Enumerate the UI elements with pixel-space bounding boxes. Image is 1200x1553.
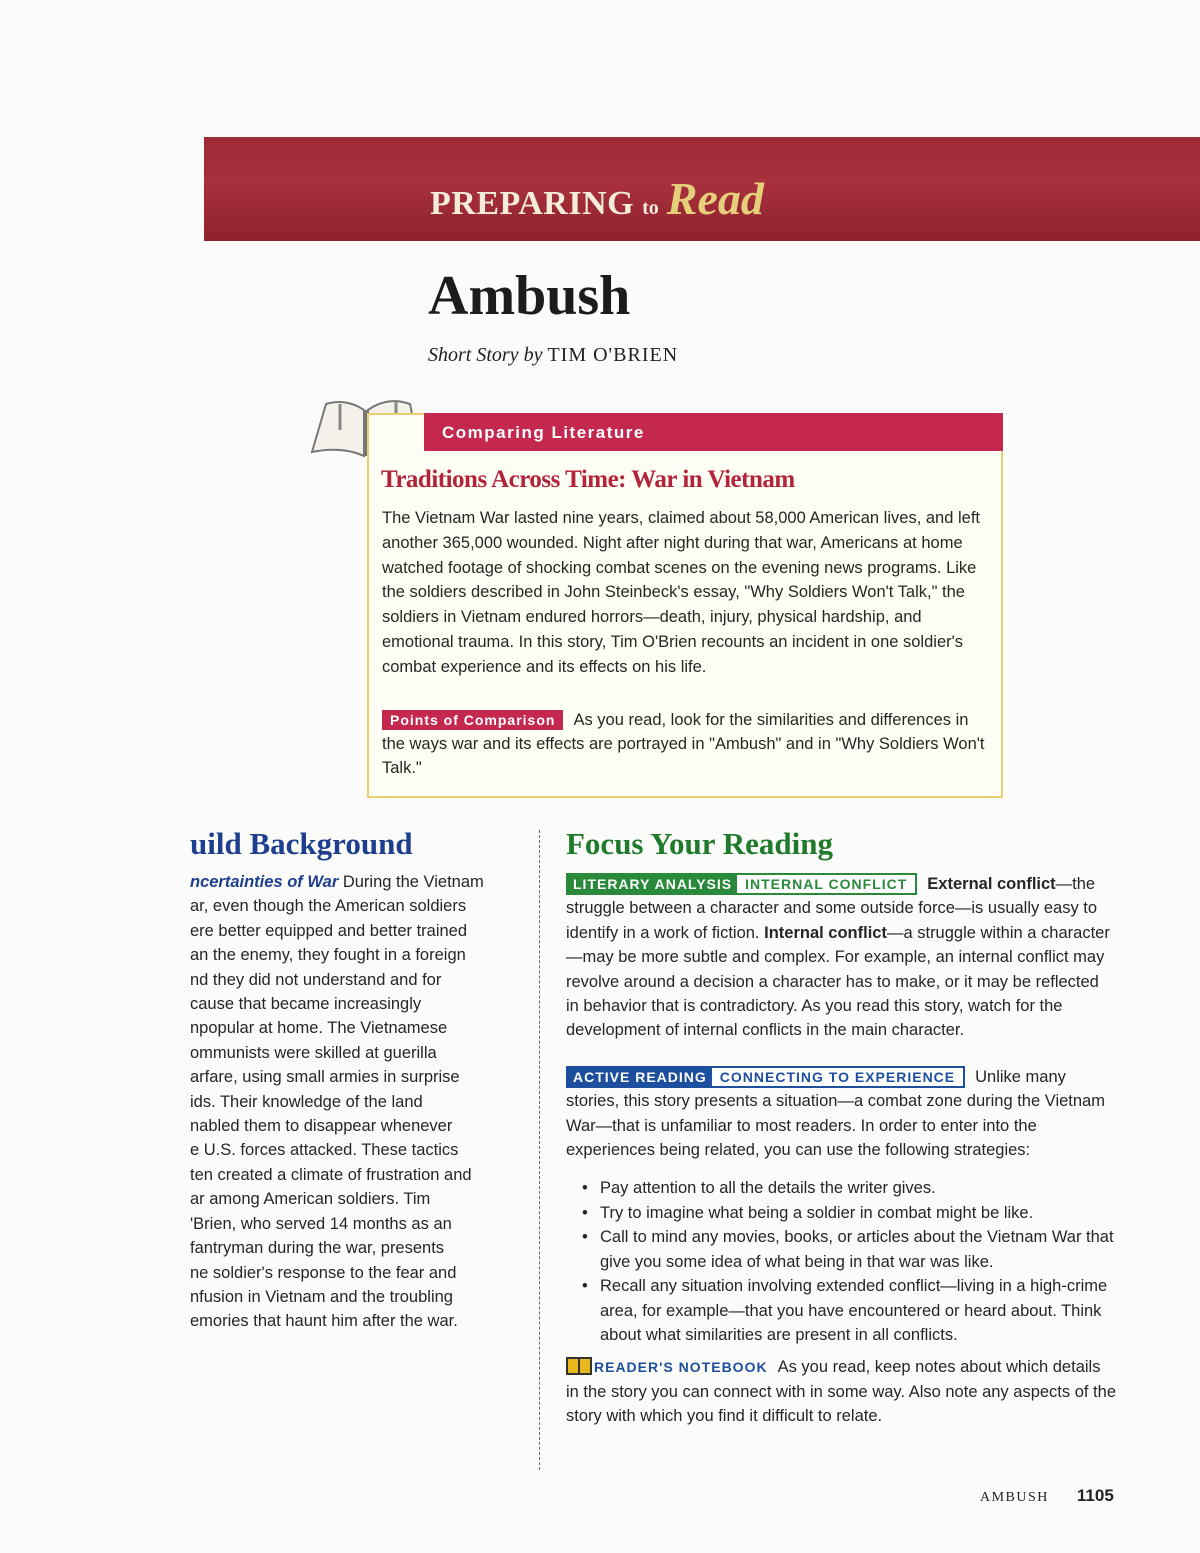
points-of-comparison-tag: Points of Comparison [382, 710, 563, 730]
term-internal-conflict: Internal conflict [764, 923, 887, 942]
comparing-literature-label: Comparing Literature [442, 423, 645, 442]
bg-line: ar among American soldiers. Tim [190, 1190, 431, 1209]
footer-story-title: AMBUSH [980, 1490, 1049, 1505]
banner-title [430, 172, 764, 225]
comparing-literature-header [424, 413, 1003, 451]
literary-analysis-paragraph: LITERARY ANALYSIS INTERNAL CONFLICT External conflict—the struggle between a character and some outside force—is usually easy to identify in a work of fiction. Internal conflict—a struggle within a character—may be more subtle and complex. For example, an internal conflict may revolve around a decision a character has to make, or it may be reflected in behavior that is contradictory. As you read this story, watch for the development of internal conflicts in the main character. [566, 875, 1110, 1040]
list-item: • Try to imagine what being a soldier in combat might be like. [596, 1201, 1116, 1225]
active-reading-paragraph: ACTIVE READING CONNECTING TO EXPERIENCE Unlike many stories, this story presents a situation—a combat zone during the Vietnam War—that is unfamiliar to most readers. In order to enter into the experiences being related, you can use the following strategies: [566, 1067, 1105, 1160]
bg-line: ncertainties of War During the Vietnam [190, 873, 484, 891]
banner-to: to [642, 197, 659, 219]
bg-line: an the enemy, they fought in a foreign [190, 946, 466, 965]
readers-notebook: READER'S NOTEBOOK As you read, keep notes about which details in the story you can connect with in some way. Also note any aspects of the story with which you find it difficult to relate. [566, 1358, 1116, 1426]
bg-subheading: ncertainties of War [190, 873, 339, 891]
page-number: 1105 [1076, 1486, 1114, 1505]
build-background-text [190, 870, 530, 1334]
literary-analysis-topic: INTERNAL CONFLICT [737, 875, 915, 893]
notebook-icon [566, 1357, 592, 1375]
bg-line: emories that haunt him after the war. [190, 1312, 458, 1331]
list-item: • Recall any situation involving extended conflict—living in a high-crime area, for example—that you have encountered or heard about. Think about what similarities are present in all conflicts. [596, 1274, 1116, 1347]
points-of-comparison [382, 708, 994, 780]
bg-line: arfare, using small armies in surprise [190, 1068, 460, 1087]
bg-line: nabled them to disappear whenever [190, 1117, 453, 1136]
page-title: Ambush [428, 265, 631, 327]
bg-line: 'Brien, who served 14 months as an [190, 1214, 452, 1233]
strategies-list [566, 1176, 1116, 1347]
bg-line: cause that became increasingly [190, 995, 422, 1014]
literary-analysis-label: LITERARY ANALYSIS [568, 875, 737, 893]
active-reading-topic: CONNECTING TO EXPERIENCE [712, 1068, 963, 1086]
build-background-heading: uild Background [190, 826, 413, 861]
active-reading-tag [566, 1066, 965, 1088]
term-external-conflict: External conflict [927, 875, 1056, 893]
build-background-column [190, 826, 530, 1334]
page-footer [980, 1486, 1114, 1506]
points-of-comparison-text: As you read, look for the similarities and differences in the ways war and its effects are portrayed in "Ambush" and in "Why Soldiers Won't Talk." [382, 711, 985, 777]
bg-line: ten created a climate of frustration and [190, 1165, 472, 1184]
active-reading-label: ACTIVE READING [568, 1068, 712, 1086]
bg-line: e U.S. forces attacked. These tactics [190, 1141, 459, 1160]
bg-line: ids. Their knowledge of the land [190, 1092, 423, 1111]
comparing-body: The Vietnam War lasted nine years, claimed about 58,000 American lives, and left another 365,000 wounded. Night after night during that war, Americans at home watched footage of shocking combat scenes on the evening news programs. Like the soldiers described in John Steinbeck's essay, "Why Soldiers Won't Talk," the soldiers in Vietnam endured horrors—death, injury, physical hardship, and emotional trauma. In this story, Tim O'Brien recounts an incident in one soldier's combat experience and its effects on his life. [382, 509, 980, 676]
column-divider [539, 830, 540, 1470]
byline-author: TIM O'BRIEN [547, 344, 679, 366]
bg-line: nfusion in Vietnam and the troubling [190, 1287, 453, 1306]
literary-analysis-tag [566, 873, 917, 895]
byline [428, 344, 678, 367]
comparing-title: Traditions Across Time: War in Vietnam [381, 466, 795, 493]
bg-line: ne soldier's response to the fear and [190, 1263, 457, 1282]
focus-heading: Focus Your Reading [566, 826, 833, 861]
bg-line: npopular at home. The Vietnamese [190, 1019, 448, 1038]
bg-line: nd they did not understand and for [190, 970, 442, 989]
readers-notebook-label: READER'S NOTEBOOK [594, 1359, 768, 1376]
list-item: • Call to mind any movies, books, or articles about the Vietnam War that give you some idea of what being in that war was like. [596, 1225, 1116, 1274]
bg-line: ommunists were skilled at guerilla [190, 1043, 437, 1062]
banner-preparing: PREPARING [430, 185, 635, 222]
list-item: • Pay attention to all the details the writer gives. [596, 1176, 1116, 1200]
byline-by: by [523, 344, 543, 366]
bg-line: ere better equipped and better trained [190, 921, 468, 940]
banner-read: Read [666, 173, 764, 224]
byline-genre: Short Story [428, 344, 519, 366]
bg-line: ar, even though the American soldiers [190, 897, 467, 916]
focus-your-reading-column [566, 826, 1116, 1429]
bg-line: fantryman during the war, presents [190, 1239, 445, 1258]
